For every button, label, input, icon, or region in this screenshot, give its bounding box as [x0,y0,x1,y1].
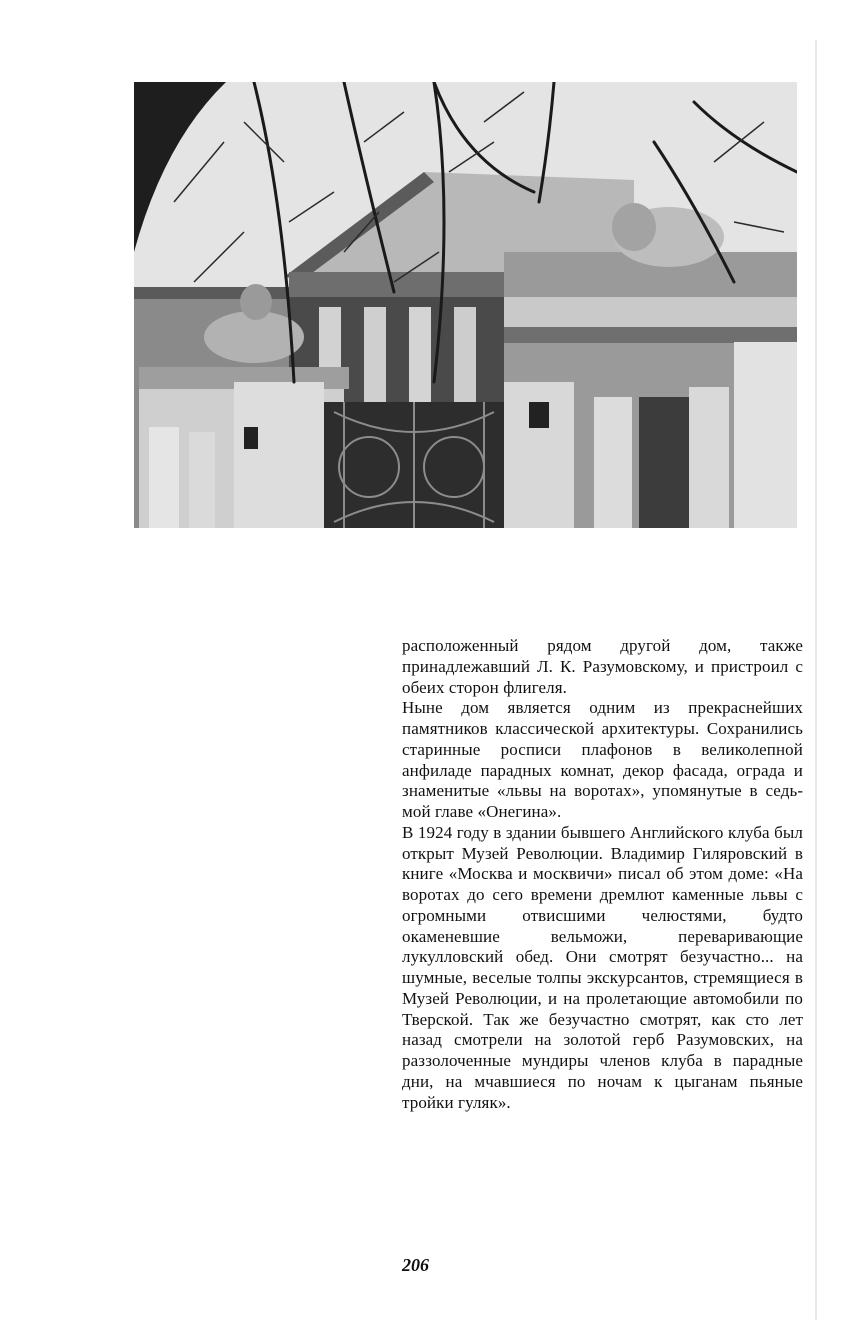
page-number: 206 [402,1255,429,1275]
body-text [402,636,803,1113]
paragraph: Ныне дом является одним из прекраснейших памятников классической архитектуры. Сохранились старинные росписи плафонов в великолепной анфиладе парадных комнат, декор фасада, ограда и знаменитые «львы на воротах», упомянутые в седьмой главе «Онегина». [402,698,803,821]
page-edge-shadow [815,40,817,1320]
paragraph: В 1924 году в здании бывшего Английского клуба был открыт Музей Революции. Владимир Гиляровский в книге «Москва и москвичи» писал об этом доме: «На воротах до сего времени дремлют каменные львы с огромными отвисшими челюстями, будто окаменевшие вельможи, переваривающие лукулловский обед. Они смотрят безучастно... на шумные, веселые толпы экскурсантов, стремящиеся в Музей Революции, и на пролетающие автомобили по Тверской. Так же безучастно смотрят, как сто лет назад смотрели на золотой герб Разумовских, на раззолоченные мундиры членов клуба в парадные дни, на мчавшиеся по ночам к цыганам пьяные тройки гуляк». [402,822,803,1112]
paragraph: расположенный рядом другой дом, также принадлежавший Л. К. Разумовскому, и пристроил с обеих сторон флигеля. [402,636,803,697]
building-facade-photo [134,82,797,528]
